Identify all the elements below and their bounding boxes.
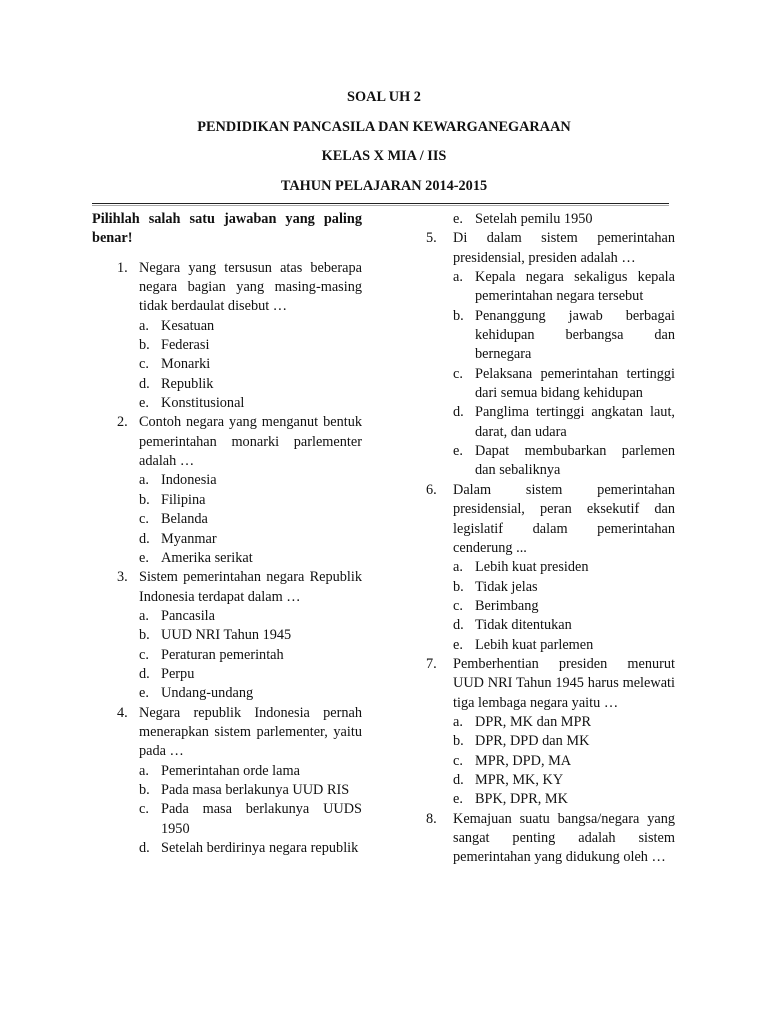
option-text: Belanda (161, 511, 208, 528)
option-b (139, 781, 362, 800)
option-e (139, 549, 362, 568)
option-text: Berimbang (475, 597, 539, 614)
question-3 (92, 568, 362, 703)
option-text: Penanggung jawab berbagai kehidupan berbangsa dan bernegara (475, 307, 675, 363)
option-letter: d. (453, 617, 464, 634)
question-1 (92, 259, 362, 414)
option-e (139, 684, 362, 703)
question-6 (426, 481, 675, 655)
option-text: MPR, MK, KY (475, 771, 564, 788)
question-text: Contoh negara yang menganut bentuk pemerintahan monarki parlementer adalah … (139, 414, 362, 470)
option-c (453, 597, 675, 616)
option-a (453, 558, 675, 577)
option-b (139, 336, 362, 355)
option-letter: b. (453, 307, 464, 324)
option-b (139, 626, 362, 645)
question-8 (426, 810, 675, 868)
option-a (139, 317, 362, 336)
option-text: DPR, MK dan MPR (475, 713, 591, 730)
option-a (139, 762, 362, 781)
option-c (139, 800, 362, 839)
question-5 (426, 229, 675, 480)
option-letter: a. (453, 269, 463, 286)
option-e (453, 210, 675, 229)
option-text: Konstitusional (161, 395, 245, 412)
option-a (139, 471, 362, 490)
option-letter: a. (139, 317, 149, 334)
option-letter: c. (453, 365, 463, 382)
question-4 (92, 704, 362, 859)
option-letter: b. (139, 337, 150, 354)
option-text: Peraturan pemerintah (161, 646, 284, 663)
option-e (139, 394, 362, 413)
option-letter: a. (453, 559, 463, 576)
option-b (139, 491, 362, 510)
option-c (139, 510, 362, 529)
option-d (139, 375, 362, 394)
school-year-title: TAHUN PELAJARAN 2014-2015 (280, 177, 488, 194)
option-c (453, 365, 675, 404)
option-b (453, 307, 675, 365)
option-letter: d. (139, 665, 150, 682)
option-letter: c. (139, 646, 149, 663)
option-d (139, 839, 362, 858)
class-title: KELAS X MIA / IIS (321, 148, 447, 164)
left-column (92, 210, 362, 858)
option-letter: e. (453, 211, 463, 227)
subject-title: PENDIDIKAN PANCASILA DAN KEWARGANEGARAAN (197, 118, 571, 135)
option-d (453, 616, 675, 635)
option-text: Filipina (161, 491, 206, 508)
option-text: MPR, DPD, MA (475, 752, 572, 769)
option-c (139, 355, 362, 374)
option-letter: c. (139, 801, 149, 818)
option-text: Dapat membubarkan parlemen dan sebaliknya (475, 443, 675, 479)
question-4-continued (426, 210, 675, 229)
option-text: Pelaksana pemerintahan tertinggi dari semua bidang kehidupan (475, 365, 675, 402)
option-letter: a. (453, 713, 463, 730)
question-text: Negara yang tersusun atas beberapa negara bagian yang masing-masing tidak berdaulat disebut … (139, 259, 362, 315)
question-number: 5. (426, 230, 437, 247)
option-d (453, 403, 675, 442)
option-b (453, 732, 675, 751)
option-letter: d. (453, 404, 464, 421)
option-text: Perpu (161, 665, 195, 682)
question-text: Di dalam sistem pemerintahan presidensial, presiden adalah … (453, 230, 675, 266)
option-text: Kesatuan (161, 317, 215, 334)
option-d (139, 665, 362, 684)
question-number: 8. (426, 810, 437, 827)
option-letter: e. (139, 549, 149, 566)
instruction-text: Pilihlah salah satu jawaban yang paling benar! (92, 211, 362, 247)
option-letter: a. (139, 472, 149, 489)
option-letter: e. (139, 685, 149, 702)
option-letter: d. (139, 840, 150, 856)
option-text: Myanmar (161, 530, 217, 547)
option-a (139, 607, 362, 626)
option-letter: d. (139, 530, 150, 547)
option-text: BPK, DPR, MK (475, 791, 568, 808)
option-letter: a. (139, 762, 149, 779)
exam-title: SOAL UH 2 (347, 89, 421, 105)
question-text: Kemajuan suatu bangsa/negara yang sangat penting adalah sistem pemerintahan yang didukung oleh … (453, 810, 675, 866)
option-d (453, 771, 675, 790)
option-letter: e. (453, 636, 463, 653)
question-text: Negara republik Indonesia pernah menerapkan sistem parlementer, yaitu pada … (139, 704, 362, 760)
option-letter: c. (453, 752, 463, 769)
option-letter: b. (139, 491, 150, 508)
question-number: 2. (117, 414, 128, 431)
option-letter: b. (453, 733, 464, 750)
question-text: Pemberhentian presiden menurut UUD NRI Tahun 1945 harus melewati tiga lembaga negara yaitu … (453, 655, 675, 711)
option-e (453, 442, 675, 481)
option-text: Pancasila (161, 607, 215, 624)
option-letter: e. (139, 395, 149, 412)
option-letter: d. (453, 771, 464, 788)
option-text: Setelah pemilu 1950 (475, 211, 593, 227)
document-header (0, 88, 768, 206)
question-text: Dalam sistem pemerintahan presidensial, peran eksekutif dan legislatif dalam pemerintahan cenderung ... (453, 481, 675, 556)
option-text: Federasi (161, 337, 210, 354)
option-text: Undang-undang (161, 685, 254, 702)
option-text: Indonesia (161, 472, 217, 489)
option-letter: b. (139, 781, 150, 798)
option-text: Lebih kuat presiden (475, 559, 589, 576)
option-d (139, 530, 362, 549)
option-letter: e. (453, 443, 463, 460)
question-number: 6. (426, 481, 437, 498)
question-text: Sistem pemerintahan negara Republik Indonesia terdapat dalam … (139, 569, 362, 605)
question-number: 1. (117, 259, 128, 276)
right-column (426, 210, 675, 868)
option-a (453, 268, 675, 307)
option-c (453, 752, 675, 771)
question-number: 4. (117, 704, 128, 721)
option-letter: a. (139, 607, 149, 624)
option-text: Pada masa berlakunya UUDS 1950 (161, 801, 362, 837)
option-text: Pemerintahan orde lama (161, 762, 300, 779)
option-letter: b. (139, 627, 150, 644)
option-letter: e. (453, 791, 463, 808)
option-text: Pada masa berlakunya UUD RIS (161, 781, 350, 798)
option-text: Monarki (161, 356, 211, 373)
option-e (453, 636, 675, 655)
option-text: DPR, DPD dan MK (475, 733, 590, 750)
option-text: Panglima tertinggi angkatan laut, darat, dan udara (475, 404, 675, 440)
question-7 (426, 655, 675, 810)
option-text: Republik (161, 375, 214, 392)
option-text: Kepala negara sekaligus kepala pemerintahan negara tersebut (475, 269, 675, 305)
header-divider (92, 203, 669, 206)
option-letter: c. (139, 511, 149, 528)
option-letter: d. (139, 375, 150, 392)
option-text: Amerika serikat (161, 549, 253, 566)
option-letter: b. (453, 578, 464, 595)
option-text: Lebih kuat parlemen (475, 636, 594, 653)
option-text: Setelah berdirinya negara republik (161, 840, 359, 856)
option-e (453, 790, 675, 809)
option-text: Tidak ditentukan (475, 617, 572, 634)
question-2 (92, 413, 362, 568)
option-text: Tidak jelas (475, 578, 538, 595)
option-text: UUD NRI Tahun 1945 (161, 627, 292, 644)
option-letter: c. (453, 597, 463, 614)
option-a (453, 713, 675, 732)
option-c (139, 646, 362, 665)
option-b (453, 578, 675, 597)
option-letter: c. (139, 356, 149, 373)
question-number: 7. (426, 655, 437, 672)
question-number: 3. (117, 569, 128, 586)
